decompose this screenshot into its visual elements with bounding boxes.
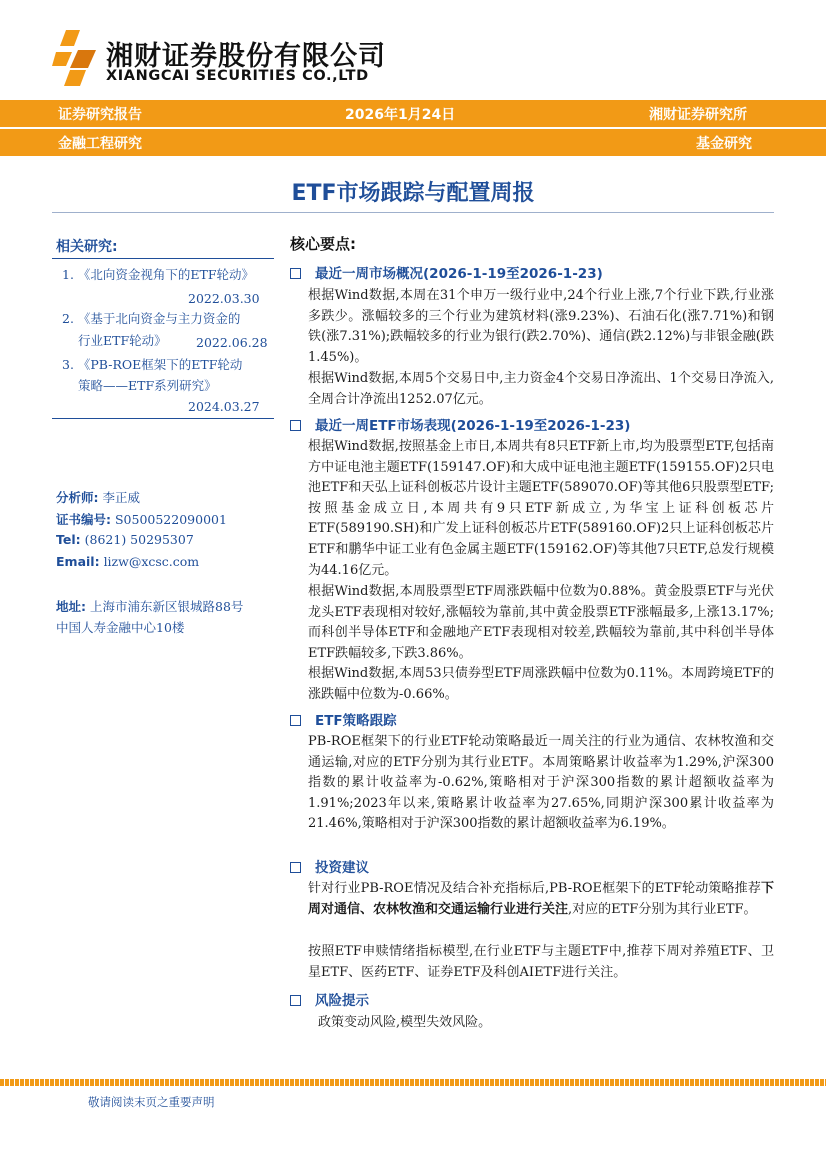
related-item-2[interactable]: 2. 《基于北向资金与主力资金的 [62,311,241,326]
related-item-2-date: 2022.06.28 [196,335,268,350]
strategy-tracking-para: PB-ROE框架下的行业ETF轮动策略最近一周关注的行业为通信、农林牧渔和交通运输,对应的ETF分别为其行业ETF。本周策略累计收益率为1.29%,沪深300指数的累计收益率为-0.62%,策略相对于沪深300指数的累计超额收益率为1.91%;2023年以来,策略累计收益率为27.65%,同期沪深300累计收益率为21.46%,策略相对于沪深300指数的累计超额收益率为6.19%。 [308,734,774,832]
advice-text-a: 针对行业PB-ROE情况及结合补充指标后,PB-ROE框架下的ETF轮动策略推荐 [308,881,761,896]
address-label: 地址: [56,599,86,614]
title-divider [52,212,774,213]
investment-advice-para-1 [308,879,774,920]
etf-performance-para-2: 根据Wind数据,本周股票型ETF周涨跌幅中位数为0.88%。黄金股票ETF与光伏龙头ETF表现相对较好,涨幅较为靠前,其中黄金股票ETF涨幅最多,上涨13.17%;而科创半导体ETF和金融地产ETF表现相对较差,跌幅较为靠前,其中科创半导体ETF跌幅较多,下跌3.86%。 [308,584,774,661]
report-type: 证券研究报告 [58,107,142,123]
company-logo-icon [52,30,98,88]
header-bar-bottom [0,129,826,156]
section-etf-performance [290,414,630,434]
core-points-title: 核心要点: [290,235,356,253]
section-risk-warning-title: 风险提示 [315,993,369,1009]
cert-label: 证书编号: [56,512,111,527]
cert-number: S0500522090001 [114,512,227,527]
related-divider-top [52,258,274,259]
address-text-1: 上海市浦东新区银城路88号 [89,599,244,614]
section-market-overview-title: 最近一周市场概况(2026-1-19至2026-1-23) [315,266,603,282]
related-item-1[interactable]: 1. 《北向资金视角下的ETF轮动》 [62,267,255,282]
related-divider-bottom [52,418,274,419]
section-etf-performance-title: 最近一周ETF市场表现(2026-1-19至2026-1-23) [315,418,631,434]
related-research-title: 相关研究: [56,239,118,255]
advice-text-c: ,对应的ETF分别为其行业ETF。 [568,901,757,917]
footer-divider [0,1079,826,1086]
section-investment-advice-title: 投资建议 [315,860,369,876]
email-label: Email: [56,554,100,569]
company-name-cn: 湘财证券股份有限公司 [106,41,386,72]
advice-text-bold: 下周对通信、农林牧渔和交通运输行业进行关注 [308,881,774,917]
checkbox-bullet-icon [290,862,301,873]
etf-performance-para-1: 根据Wind数据,按照基金上市日,本周共有8只ETF新上市,均为股票型ETF,包括南方中证电池主题ETF(159147.OF)和大成中证电池主题ETF(159155.OF)2只电池ETF和天弘上证科创板芯片设计主题ETF(589070.OF)等其他6只股票型ETF;按照基金成立日,本周共有9只ETF新成立,为华宝上证科创板芯片ETF(589190.SH)和广发上证科创板芯片ETF(589160.OF)2只上证科创板芯片ETF和鹏华中证工业有色金属主题ETF(159162.OF)等其他7只ETF,总发行规模为44.16亿元。 [308,439,774,578]
checkbox-bullet-icon [290,715,301,726]
address-line-2: 中国人寿金融中心10楼 [56,620,185,635]
market-overview-para-1: 根据Wind数据,本周在31个申万一级行业中,24个行业上涨,7个行业下跌,行业涨多跌少。涨幅较多的三个行业为建筑材料(涨9.23%)、石油石化(涨7.71%)和钢铁(涨7.31%);跌幅较多的行业为银行(跌2.70%)、通信(跌2.12%)与非银金融(跌1.45%)。 [308,288,774,365]
email-address[interactable]: lizw@xcsc.com [103,554,200,569]
section-market-overview [290,262,603,282]
section-risk-warning [290,989,369,1009]
tel-number: (8621) 50295307 [84,532,194,547]
page-title: ETF市场跟踪与配置周报 [291,181,535,206]
checkbox-bullet-icon [290,995,301,1006]
section-investment-advice [290,856,369,876]
related-item-3[interactable]: 3. 《PB-ROE框架下的ETF轮动 [62,357,243,372]
footer-notice[interactable]: 敬请阅读末页之重要声明 [88,1095,215,1109]
analyst-label: 分析师: [56,490,99,505]
cert-line [56,510,227,528]
related-item-3-date: 2024.03.27 [188,399,260,414]
checkbox-bullet-icon [290,420,301,431]
tel-label: Tel: [56,532,81,547]
related-item-1-date: 2022.03.30 [188,291,260,306]
section-strategy-tracking-title: ETF策略跟踪 [315,713,397,729]
category-left: 金融工程研究 [58,136,142,152]
address-line [56,597,243,615]
email-line [56,554,199,569]
category-right: 基金研究 [696,136,752,152]
tel-line [56,532,194,547]
etf-performance-para-3: 根据Wind数据,本周53只债券型ETF周涨跌幅中位数为0.11%。本周跨境ETF的涨跌幅中位数为-0.66%。 [308,666,774,702]
related-item-3-cont[interactable]: 策略——ETF系列研究》 [78,378,217,393]
report-date: 2026年1月24日 [345,107,456,123]
header-bar-top [0,100,826,127]
risk-warning-para: 政策变动风险,模型失效风险。 [318,1015,492,1030]
section-strategy-tracking [290,709,397,729]
analyst-name: 李正威 [102,490,140,505]
company-logo [52,30,412,92]
institute-name: 湘财证券研究所 [649,107,747,123]
related-item-2-cont[interactable]: 行业ETF轮动》 [78,333,167,348]
checkbox-bullet-icon [290,268,301,279]
market-overview-para-2: 根据Wind数据,本周5个交易日中,主力资金4个交易日净流出、1个交易日净流入,全周合计净流出1252.07亿元。 [308,371,774,407]
investment-advice-para-2: 按照ETF申赎情绪指标模型,在行业ETF与主题ETF中,推荐下周对养殖ETF、卫星ETF、医药ETF、证券ETF及科创AIETF进行关注。 [308,944,774,980]
company-name-en: XIANGCAI SECURITIES CO.,LTD [106,68,369,84]
analyst-line [56,488,140,506]
